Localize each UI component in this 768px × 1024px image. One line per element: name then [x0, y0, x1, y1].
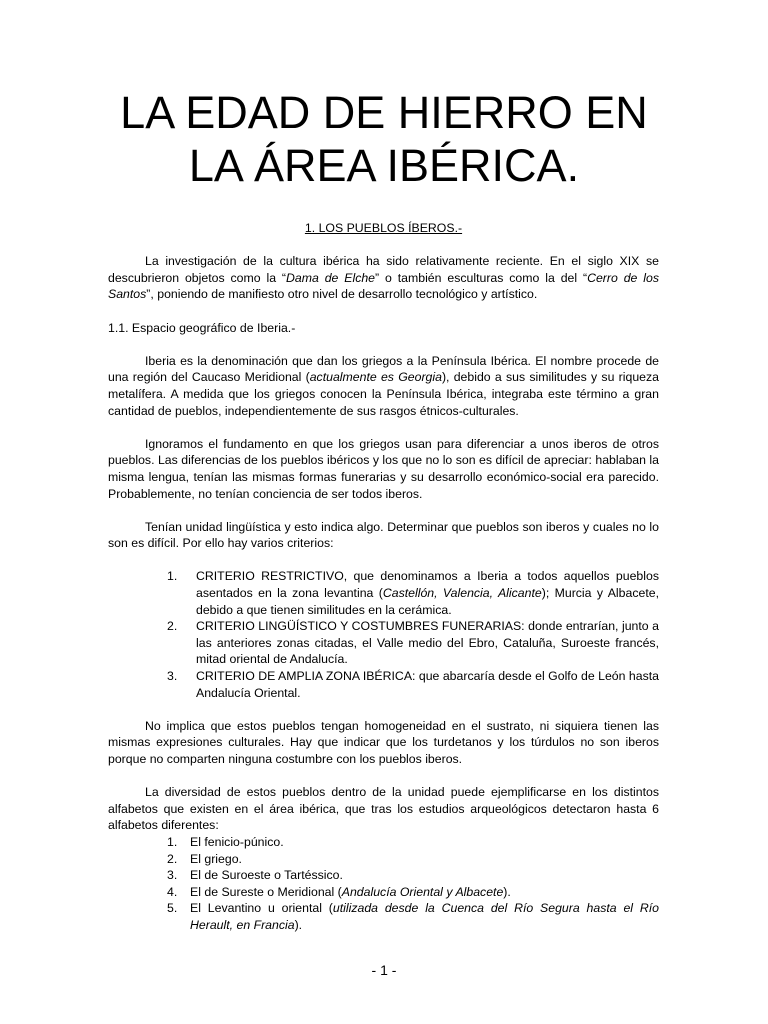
- alphabets-list: [108, 834, 659, 934]
- list-item: 3. CRITERIO DE AMPLIA ZONA IBÉRICA: que abarcaría desde el Golfo de León hasta Andalucía Oriental.: [167, 669, 659, 700]
- page-number: - 1 -: [371, 962, 397, 978]
- document-title: [0, 86, 768, 192]
- criteria-list: [108, 568, 659, 701]
- section-heading: 1. LOS PUEBLOS ÍBEROS.-: [304, 221, 463, 235]
- paragraph-fundamento: Ignoramos el fundamento en que los griegos usan para diferenciar a unos iberos de otros pueblos. Las diferencias de los pueblos ibéricos y los que no lo son es difícil de apreciar: hablaban la misma lengua, tenían las mismas formas funerarias y su desarrollo económico-social era parecido. Probablemente, no tenían conciencia de ser todos iberos.: [108, 436, 659, 501]
- paragraph-intro: La investigación de la cultura ibérica ha sido relativamente reciente. En el siglo XIX se descubrieron objetos como la “Dama de Elche” o también esculturas como la del “Cerro de los Santos”, poniendo de manifiesto otro nivel de desarrollo tecnológico y artístico.: [108, 254, 659, 302]
- paragraph-alfabetos: La diversidad de estos pueblos dentro de la unidad puede ejemplificarse en los distintos alfabetos que existen en el área ibérica, que tras los estudios arqueológicos detectaron hasta 6 alfabetos diferentes:: [108, 785, 659, 833]
- paragraph-iberia: Iberia es la denominación que dan los griegos a la Península Ibérica. El nombre procede de una región del Caucaso Meridional (actualmente es Georgia), debido a sus similitudes y su riqueza metalífera. A medida que los griegos conocen la Península Ibérica, integraba este término a gran cantidad de pueblos, independientemente de sus rasgos étnicos-culturales.: [108, 353, 659, 418]
- paragraph-unidad: Tenían unidad lingüística y esto indica algo. Determinar que pueblos son iberos y cuales no lo son es difícil. Por ello hay varios criterios:: [108, 519, 659, 551]
- list-item: 4. El de Sureste o Meridional (Andalucía Oriental y Albacete).: [167, 884, 511, 899]
- list-item: 5. El Levantino u oriental (utilizada desde la Cuenca del Río Segura hasta el Río Herault, en Francia).: [167, 901, 659, 932]
- subsection-heading: 1.1. Espacio geográfico de Iberia.-: [108, 320, 296, 335]
- document-body: [108, 220, 659, 934]
- list-item: 1. CRITERIO RESTRICTIVO, que denominamos a Iberia a todos aquellos pueblos asentados en la zona levantina (Castellón, Valencia, Alicante); Murcia y Albacete, debido a que tienen similitudes en la cerámica.: [167, 569, 659, 617]
- title-line-2: LA ÁREA IBÉRICA.: [188, 140, 580, 191]
- list-item: 3. El de Suroeste o Tartéssico.: [167, 868, 343, 883]
- list-item: 1. El fenicio-púnico.: [167, 834, 284, 849]
- title-line-1: LA EDAD DE HIERRO EN: [120, 87, 648, 138]
- list-item: 2. CRITERIO LINGÜÍSTICO Y COSTUMBRES FUNERARIAS: donde entrarían, junto a las anteriores zonas citadas, el Valle medio del Ebro, Cataluña, Suroeste francés, mitad oriental de Andalucía.: [167, 619, 659, 667]
- list-item: 2. El griego.: [167, 851, 242, 866]
- paragraph-homogeneidad: No implica que estos pueblos tengan homogeneidad en el sustrato, ni siquiera tienen las mismas expresiones culturales. Hay que indicar que los turdetanos y los túrdulos no son iberos porque no comparten ninguna costumbre con los pueblos iberos.: [108, 718, 659, 766]
